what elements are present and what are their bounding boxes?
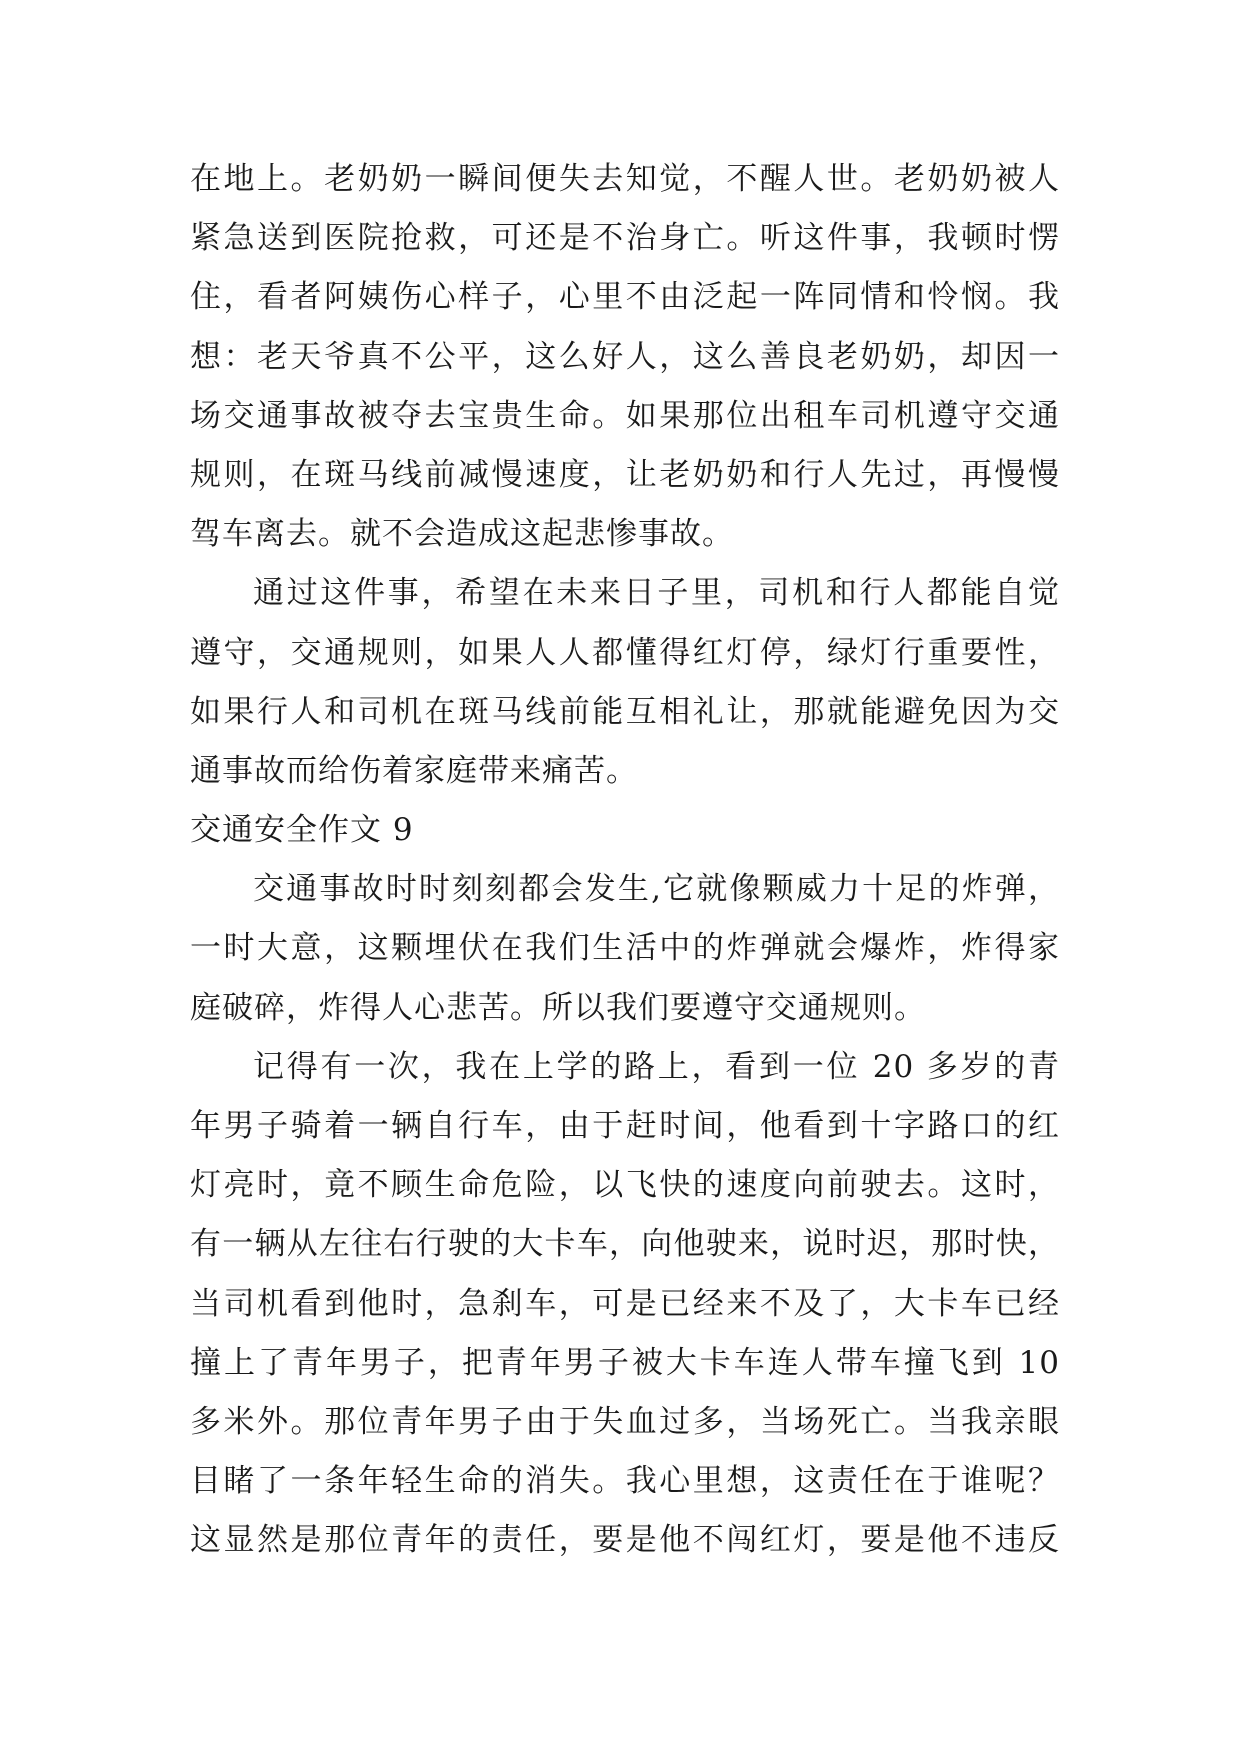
text-line: 在地上。老奶奶一瞬间便失去知觉，不醒人世。老奶奶被人 <box>190 161 1060 197</box>
text-line: 驾车离去。就不会造成这起悲惨事故。 <box>190 516 734 553</box>
text-line: 想：老天爷真不公平，这么好人，这么善良老奶奶，却因一 <box>190 338 1060 375</box>
text-line: 规则，在斑马线前减慢速度，让老奶奶和行人先过，再慢慢 <box>190 456 1060 493</box>
text-line: 当司机看到他时，急刹车，可是已经来不及了，大卡车已经 <box>190 1285 1060 1322</box>
text-line: 目睹了一条年轻生命的消失。我心里想，这责任在于谁呢？ <box>190 1463 1060 1500</box>
text-line: 记得有一次，我在上学的路上，看到一位 20 多岁的青 <box>253 1048 1060 1085</box>
section-heading <box>190 801 1060 860</box>
paragraph <box>190 1038 1060 1571</box>
paragraph <box>190 860 1060 1038</box>
heading-text: 交通安全作文 9 <box>190 812 414 849</box>
text-line: 如果行人和司机在斑马线前能互相礼让，那就能避免因为交 <box>190 693 1060 730</box>
text-line: 交通事故时时刻刻都会发生,它就像颗威力十足的炸弹， <box>253 871 1060 908</box>
text-line: 这显然是那位青年的责任，要是他不闯红灯，要是他不违反 <box>190 1522 1060 1559</box>
text-line: 遵守，交通规则，如果人人都懂得红灯停，绿灯行重要性， <box>190 634 1060 671</box>
text-line: 一时大意，这颗埋伏在我们生活中的炸弹就会爆炸，炸得家 <box>190 930 1060 967</box>
text-line: 灯亮时，竟不顾生命危险，以飞快的速度向前驶去。这时， <box>190 1167 1060 1204</box>
paragraph <box>190 150 1060 564</box>
text-line: 多米外。那位青年男子由于失血过多，当场死亡。当我亲眼 <box>190 1403 1060 1440</box>
text-line: 场交通事故被夺去宝贵生命。如果那位出租车司机遵守交通 <box>190 397 1060 434</box>
text-line: 庭破碎，炸得人心悲苦。所以我们要遵守交通规则。 <box>190 989 926 1026</box>
paragraph <box>190 564 1060 801</box>
text-line: 通过这件事，希望在未来日子里，司机和行人都能自觉 <box>253 575 1060 612</box>
text-line: 住，看者阿姨伤心样子，心里不由泛起一阵同情和怜悯。我 <box>190 279 1060 316</box>
text-line: 撞上了青年男子，把青年男子被大卡车连人带车撞飞到 10 <box>190 1344 1060 1381</box>
text-line: 年男子骑着一辆自行车，由于赶时间，他看到十字路口的红 <box>190 1108 1060 1144</box>
text-line: 通事故而给伤着家庭带来痛苦。 <box>190 752 638 789</box>
text-line: 有一辆从左往右行驶的大卡车，向他驶来，说时迟，那时快， <box>190 1226 1060 1263</box>
text-line: 紧急送到医院抢救，可还是不治身亡。听这件事，我顿时愣 <box>190 220 1060 257</box>
document-body <box>190 150 1060 1571</box>
